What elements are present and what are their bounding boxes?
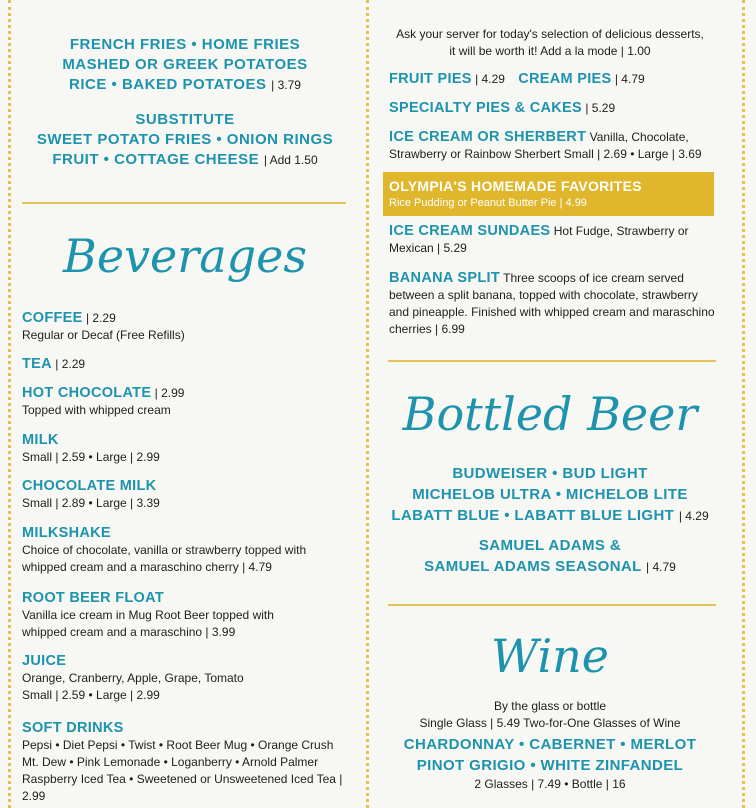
desserts-intro xyxy=(380,26,720,60)
wine-line-5: 2 Glasses | 7.49 • Bottle | 16 xyxy=(474,777,626,791)
favorites-title: OLYMPIA'S HOMEMADE FAVORITES xyxy=(389,178,642,194)
item-desc-2: Small | 2.59 • Large | 2.99 xyxy=(22,688,160,702)
item-name: MILK xyxy=(22,432,59,448)
item-name: COFFEE xyxy=(22,310,83,326)
beverage-chocolate-milk xyxy=(22,478,342,512)
sides-line-3: RICE • BAKED POTATOES | 3.79 xyxy=(69,76,301,93)
banana-desc-4: and maraschino cherries | 6.99 xyxy=(389,305,715,336)
center-dotted-divider xyxy=(366,0,369,808)
item-price: | 2.29 xyxy=(55,357,86,371)
item-desc: Regular or Decaf (Free Refills) xyxy=(22,328,185,342)
ice-cream-desc-1: Vanilla, Chocolate, xyxy=(589,130,689,144)
dessert-pies xyxy=(389,71,719,88)
beverage-root-beer-float xyxy=(22,590,342,641)
wine-list xyxy=(380,698,720,793)
ice-cream-name: ICE CREAM OR SHERBERT xyxy=(389,129,587,145)
beverage-tea xyxy=(22,356,342,373)
item-name: HOT CHOCOLATE xyxy=(22,385,152,401)
banana-desc-3: strawberry and pineapple. Finished with whipped cream xyxy=(389,288,698,319)
specialty-price: | 5.29 xyxy=(585,101,616,115)
desserts-intro-line-2: it will be worth it! Add a la mode | 1.00 xyxy=(449,44,651,58)
desserts-intro-line-1: Ask your server for today's selection of delicious desserts, xyxy=(396,27,704,41)
wine-line-4: PINOT GRIGIO • WHITE ZINFANDEL xyxy=(416,757,684,774)
beer-line-5: SAMUEL ADAMS SEASONAL | 4.79 xyxy=(424,558,676,575)
beverage-hot-chocolate xyxy=(22,385,342,419)
wine-line-2: Single Glass | 5.49 Two-for-One Glasses of Wine xyxy=(419,716,681,730)
item-desc-2: Mt. Dew • Pink Lemonade • Loganberry • Arnold Palmer xyxy=(22,755,319,769)
specialty-name: SPECIALTY PIES & CAKES xyxy=(389,100,582,116)
dessert-ice-cream xyxy=(389,129,729,163)
item-desc: Small | 2.89 • Large | 3.39 xyxy=(22,496,160,510)
dessert-banana-split xyxy=(389,270,719,338)
item-desc: Small | 2.59 • Large | 2.99 xyxy=(22,450,160,464)
sundaes-name: ICE CREAM SUNDAES xyxy=(389,223,551,239)
beer-price-1: | 4.29 xyxy=(678,509,709,523)
beverage-soft-drinks xyxy=(22,720,362,805)
item-price: | 2.29 xyxy=(85,311,116,325)
item-desc-2: whipped cream and a maraschino cherry | 4.79 xyxy=(22,560,272,574)
dessert-specialty xyxy=(389,100,719,117)
sides-divider xyxy=(22,202,346,204)
banana-desc-2: served between a split banana, topped with chocolate, xyxy=(389,271,684,302)
dessert-sundaes xyxy=(389,223,719,257)
beer-line-4: SAMUEL ADAMS & xyxy=(478,537,622,554)
beer-line-1: BUDWEISER • BUD LIGHT xyxy=(452,465,648,482)
item-desc: Vanilla ice cream in Mug Root Beer topped with xyxy=(22,608,274,622)
item-desc: Pepsi • Diet Pepsi • Twist • Root Beer Mug • Orange Crush xyxy=(22,738,334,752)
bottled-beer-heading: Bottled Beer xyxy=(402,387,698,441)
right-dotted-border xyxy=(742,0,745,808)
item-desc-3: Raspberry Iced Tea • Sweetened or Unsweetened Iced Tea | 2.99 xyxy=(22,772,343,803)
item-desc: Choice of chocolate, vanilla or strawberry topped with xyxy=(22,543,307,557)
beverage-milkshake xyxy=(22,525,342,576)
fruit-pies-name: FRUIT PIES xyxy=(389,71,472,87)
ice-cream-desc-2: Strawberry or Rainbow Sherbert Small | 2.69 • Large | 3.69 xyxy=(389,147,702,161)
beer-divider xyxy=(388,604,716,606)
left-dotted-border xyxy=(8,0,11,808)
wine-heading: Wine xyxy=(490,629,610,683)
beer-list xyxy=(380,463,720,578)
cream-pies-name: CREAM PIES xyxy=(518,71,612,87)
beverages-heading: Beverages xyxy=(63,229,307,283)
banana-desc-1: Three scoops of ice cream xyxy=(503,271,645,285)
item-name: ROOT BEER FLOAT xyxy=(22,590,164,606)
item-price: | 2.99 xyxy=(154,386,185,400)
beer-line-2: MICHELOB ULTRA • MICHELOB LITE xyxy=(412,486,688,503)
item-desc: Orange, Cranberry, Apple, Grape, Tomato xyxy=(22,671,244,685)
item-name: MILKSHAKE xyxy=(22,525,111,541)
item-name: TEA xyxy=(22,356,52,372)
substitute-line-1: SWEET POTATO FRIES • ONION RINGS xyxy=(36,131,334,148)
sundaes-desc-1: Hot Fudge, Strawberry xyxy=(553,224,675,238)
cream-pies-price: | 4.79 xyxy=(614,72,645,86)
homemade-favorites-banner xyxy=(383,172,714,216)
item-desc: Topped with whipped cream xyxy=(22,403,171,417)
sides-line-2: MASHED OR GREEK POTATOES xyxy=(62,56,308,73)
item-name: CHOCOLATE MILK xyxy=(22,478,157,494)
beverage-milk xyxy=(22,432,342,466)
substitute-line-2: FRUIT • COTTAGE CHEESE | Add 1.50 xyxy=(52,151,318,168)
banana-split-name: BANANA SPLIT xyxy=(389,270,501,286)
sides-line-1: FRENCH FRIES • HOME FRIES xyxy=(69,36,301,53)
wine-line-1: By the glass or bottle xyxy=(493,699,607,713)
item-name: JUICE xyxy=(22,653,67,669)
wine-line-3: CHARDONNAY • CABERNET • MERLOT xyxy=(403,736,697,753)
beverage-coffee xyxy=(22,310,342,344)
desserts-divider xyxy=(388,360,716,362)
beer-line-3: LABATT BLUE • LABATT BLUE LIGHT | 4.29 xyxy=(391,507,709,524)
favorites-subtitle: Rice Pudding or Peanut Butter Pie | 4.99 xyxy=(389,197,587,209)
sundaes-desc-2: or Mexican | 5.29 xyxy=(389,224,689,255)
substitute-title: SUBSTITUTE xyxy=(135,111,235,128)
beverage-juice xyxy=(22,653,342,704)
item-desc-2: whipped cream and a maraschino | 3.99 xyxy=(22,625,236,639)
beer-price-2: | 4.79 xyxy=(646,560,676,574)
item-name: SOFT DRINKS xyxy=(22,720,124,736)
fruit-pies-price: | 4.29 xyxy=(475,72,505,86)
sides-price: | 3.79 xyxy=(271,78,301,92)
substitute-price: | Add 1.50 xyxy=(263,153,318,167)
